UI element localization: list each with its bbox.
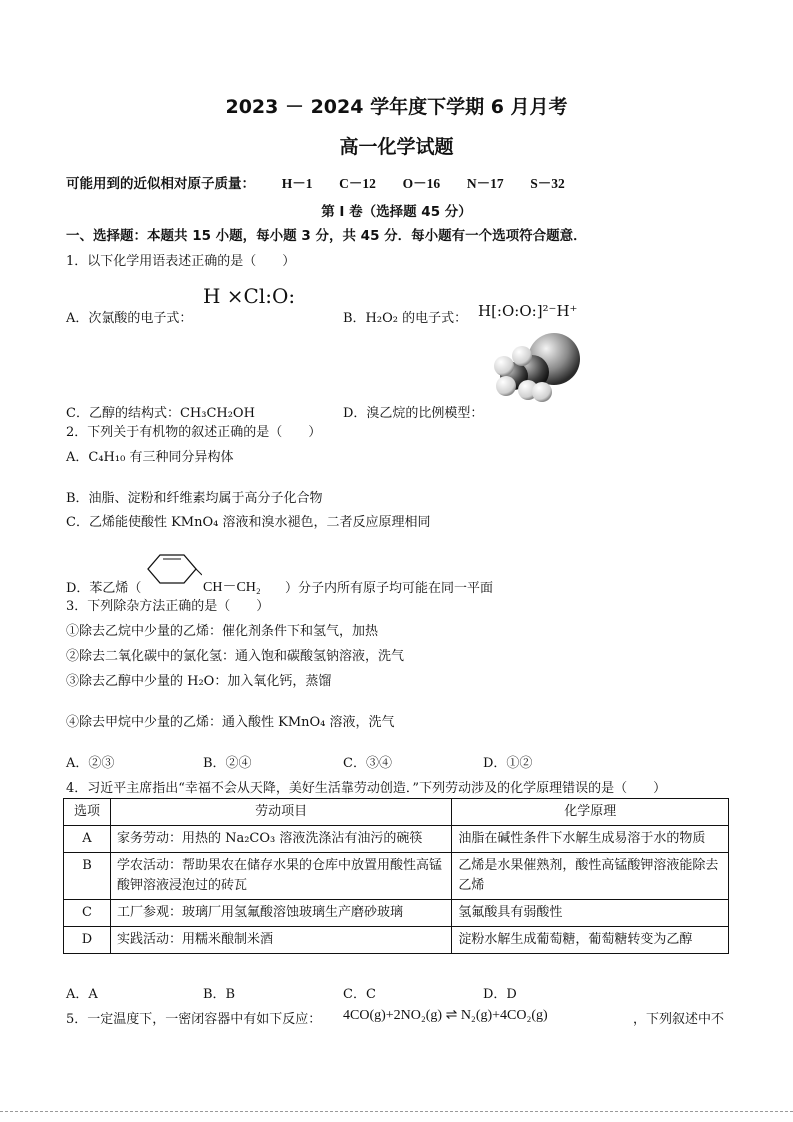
table-header-row — [64, 799, 729, 826]
q3-option-b: B．②④ — [203, 756, 252, 771]
table-row — [64, 853, 729, 900]
mass-s: S－32 — [530, 176, 565, 191]
q3-stem: 3．下列除杂方法正确的是（ ） — [66, 599, 270, 614]
q1-option-a: A．次氯酸的电子式： — [66, 311, 193, 326]
row-principle: 乙烯是水果催熟剂，酸性高锰酸钾溶液能除去乙烯 — [452, 853, 729, 900]
section-heading: 一、选择题：本题共 15 小题，每小题 3 分，共 45 分．每小题有一个选项符合题意． — [66, 228, 587, 244]
labor-table — [63, 798, 729, 954]
mass-o: O－16 — [402, 176, 441, 191]
row-option: B — [64, 853, 111, 900]
row-principle: 油脂在碱性条件下水解生成易溶于水的物质 — [452, 826, 729, 853]
header-principle: 化学原理 — [452, 799, 729, 826]
q2-option-b: B．油脂、淀粉和纤维素均属于高分子化合物 — [66, 491, 323, 506]
q2-option-d-prefix: D．苯乙烯（ — [66, 581, 142, 596]
q4-stem: 4．习近平主席指出“幸福不会从天降，美好生活靠劳动创造．”下列劳动涉及的化学原理错误的是（ ） — [66, 781, 667, 796]
table-row — [64, 927, 729, 954]
masses-label: 可能用到的近似相对原子质量： — [66, 176, 255, 192]
q2-option-a: A．C₄H₁₀ 有三种同分异构体 — [66, 450, 234, 465]
q3-item-4: ④除去甲烷中少量的乙烯：通入酸性 KMnO₄ 溶液，洗气 — [66, 715, 395, 730]
q2-stem: 2．下列关于有机物的叙述正确的是（ ） — [66, 425, 322, 440]
page-bottom-rule — [0, 1111, 793, 1112]
header-labor: 劳动项目 — [110, 799, 451, 826]
bromoethane-space-filling-model — [492, 328, 584, 410]
q2-option-c: C．乙烯能使酸性 KMnO₄ 溶液和溴水褪色，二者反应原理相同 — [66, 515, 431, 530]
mass-n: N－17 — [466, 176, 504, 191]
row-principle: 氢氟酸具有弱酸性 — [452, 900, 729, 927]
row-option: A — [64, 826, 111, 853]
q1-hclo-electron-formula: H ×Cl:O: — [203, 284, 296, 308]
q4-option-b: B．B — [203, 987, 236, 1002]
q5-stem-prefix: 5．一定温度下，一密闭容器中有如下反应： — [66, 1012, 322, 1027]
q3-option-a: A．②③ — [66, 756, 115, 771]
q3-option-d: D．①② — [483, 756, 533, 771]
row-option: D — [64, 927, 111, 954]
row-option: C — [64, 900, 111, 927]
exam-subtitle: 高一化学试题 — [339, 136, 454, 158]
q3-item-1: ①除去乙烷中少量的乙烯：催化剂条件下和氢气，加热 — [66, 624, 379, 639]
atomic-masses — [66, 172, 565, 192]
row-labor: 工厂参观：玻璃厂用氢氟酸溶蚀玻璃生产磨砂玻璃 — [110, 900, 451, 927]
q5-stem-suffix: ，下列叙述中不 — [633, 1012, 725, 1027]
q3-option-c: C．③④ — [343, 756, 392, 771]
q4-option-c: C．C — [343, 987, 376, 1002]
mass-h: H－1 — [281, 176, 313, 191]
table-row — [64, 900, 729, 927]
benzene-ring-icon — [146, 547, 202, 591]
volume-heading: 第 I 卷（选择题 45 分） — [321, 204, 472, 220]
q1-option-c: C．乙醇的结构式：CH₃CH₂OH — [66, 406, 255, 421]
q1-h2o2-electron-formula: H[:O:O:]²⁻H⁺ — [478, 302, 578, 320]
q3-item-3: ③除去乙醇中少量的 H₂O：加入氧化钙，蒸馏 — [66, 674, 332, 689]
q1-option-b: B．H₂O₂ 的电子式： — [343, 311, 468, 326]
q1-option-d: D．溴乙烷的比例模型： — [343, 406, 484, 421]
table-row — [64, 826, 729, 853]
q2-vinyl-group: CH－CH₂ — [203, 580, 261, 595]
row-principle: 淀粉水解生成葡萄糖，葡萄糖转变为乙醇 — [452, 927, 729, 954]
row-labor: 学农活动：帮助果农在储存水果的仓库中放置用酸性高锰酸钾溶液浸泡过的砖瓦 — [110, 853, 451, 900]
q3-item-2: ②除去二氧化碳中的氯化氢：通入饱和碳酸氢钠溶液，洗气 — [66, 649, 405, 664]
row-labor: 实践活动：用糯米酿制米酒 — [110, 927, 451, 954]
q4-option-d: D．D — [483, 987, 517, 1002]
q1-stem: 1．以下化学用语表述正确的是（ ） — [66, 254, 296, 269]
q2-option-d-suffix: ）分子内所有原子均可能在同一平面 — [285, 581, 494, 596]
q5-equation: 4CO(g)+2NO₂(g) ⇌ N₂(g)+4CO₂(g) — [343, 1008, 548, 1023]
exam-title: 2023 － 2024 学年度下学期 6 月月考 — [225, 96, 568, 118]
q4-option-a: A．A — [66, 987, 98, 1002]
header-option: 选项 — [64, 799, 111, 826]
row-labor: 家务劳动：用热的 Na₂CO₃ 溶液洗涤沾有油污的碗筷 — [110, 826, 451, 853]
mass-c: C－12 — [339, 176, 376, 191]
